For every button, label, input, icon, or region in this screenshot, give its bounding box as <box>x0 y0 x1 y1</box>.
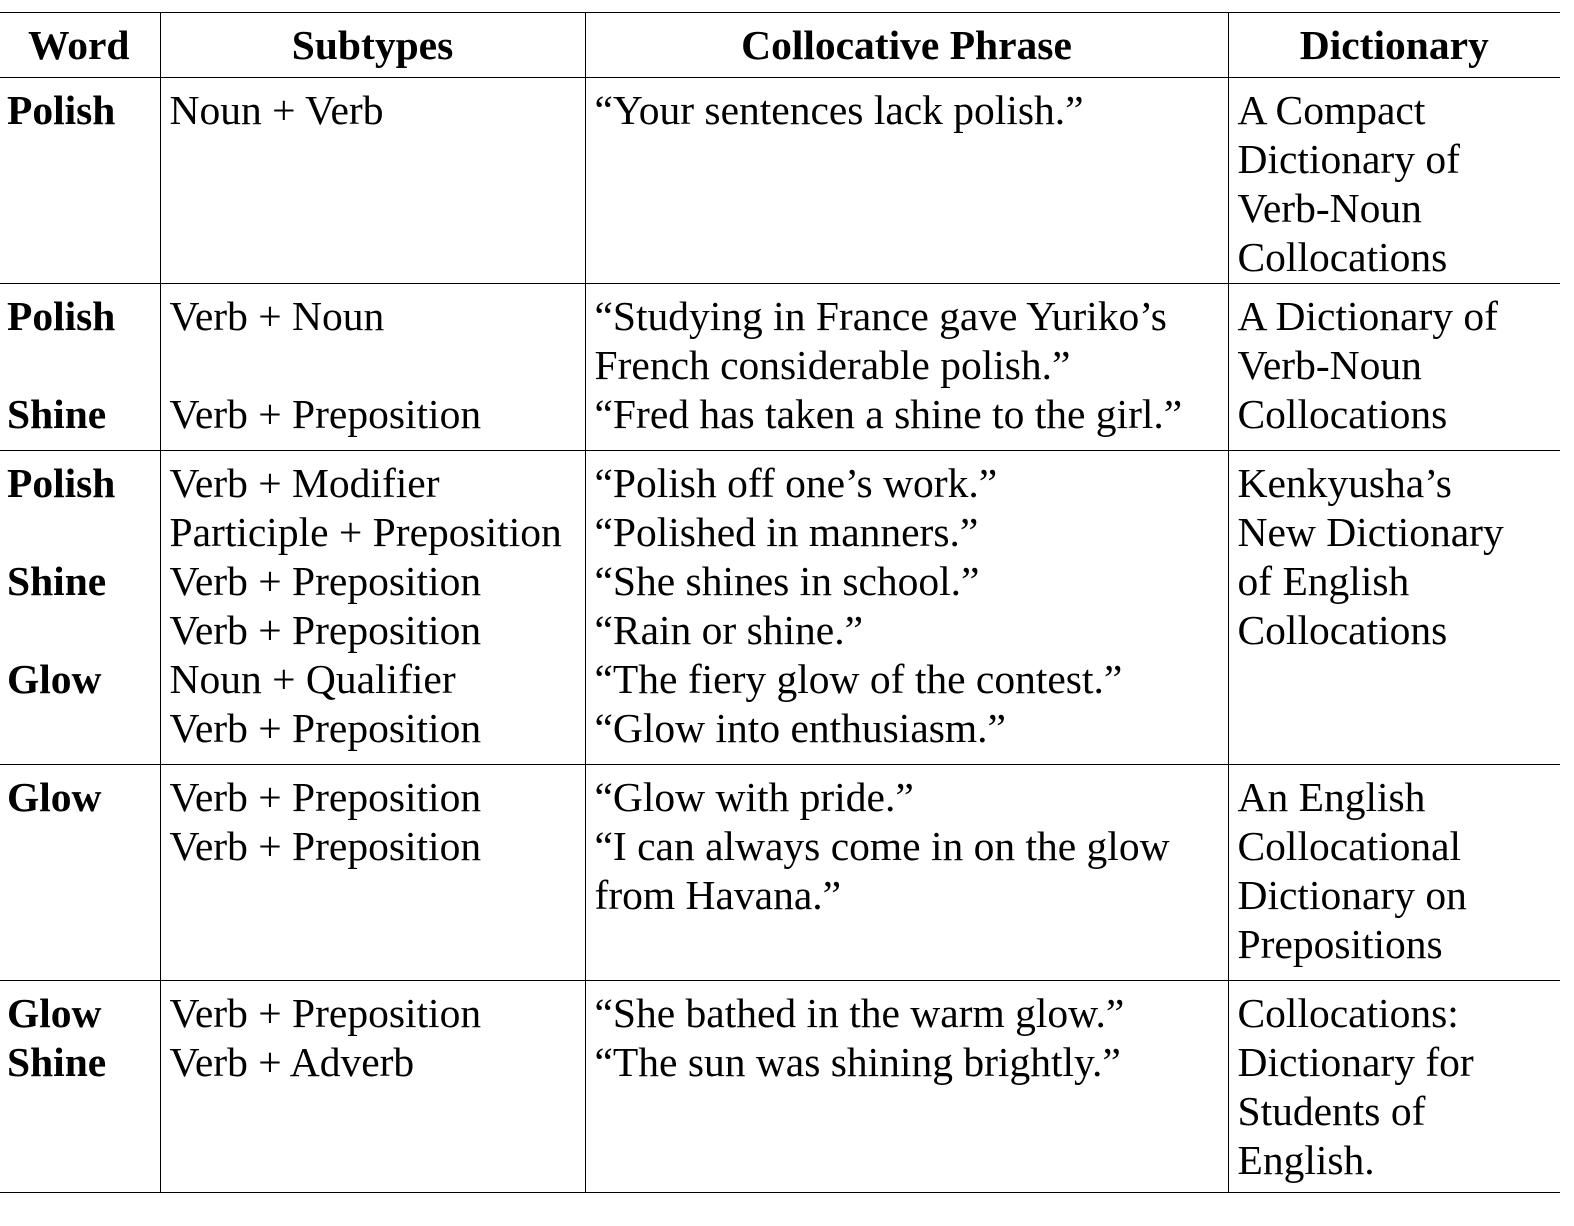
subtypes-line: Participle + Preposition <box>169 509 562 555</box>
table-row <box>0 981 1560 1193</box>
word-line: Glow <box>7 990 102 1036</box>
dictionary-cell <box>1228 284 1560 451</box>
phrase-line: “Studying in France gave Yuriko’s <box>594 293 1167 339</box>
phrase-cell <box>585 765 1228 981</box>
subtypes-line: Verb + Preposition <box>169 774 482 820</box>
word-cell <box>0 981 160 1193</box>
word-line: Shine <box>7 391 107 437</box>
phrase-line: “Rain or shine.” <box>594 607 864 653</box>
dictionary-line: Dictionary of <box>1237 136 1460 182</box>
subtypes-line: Verb + Preposition <box>169 607 482 653</box>
word-line: Glow <box>7 774 102 820</box>
dictionary-cell <box>1228 765 1560 981</box>
collocations-table <box>0 12 1560 1193</box>
dictionary-line: Verb-Noun <box>1237 342 1422 388</box>
word-line: Shine <box>7 1039 107 1085</box>
dictionary-line: Collocations: <box>1237 990 1459 1036</box>
phrase-line: “Fred has taken a shine to the girl.” <box>594 391 1183 437</box>
subtypes-line: Verb + Preposition <box>169 823 482 869</box>
dictionary-line: English. <box>1237 1137 1375 1183</box>
word-line <box>7 606 152 655</box>
dictionary-line: Prepositions <box>1237 921 1443 967</box>
subtypes-line: Verb + Adverb <box>169 1039 415 1085</box>
dictionary-line: A Compact <box>1237 87 1426 133</box>
subtypes-line: Verb + Noun <box>169 293 385 339</box>
phrase-line: “The fiery glow of the contest.” <box>594 656 1123 702</box>
dictionary-line: Collocations <box>1237 391 1448 437</box>
subtypes-cell <box>160 765 585 981</box>
word-line: Polish <box>7 87 116 133</box>
phrase-line: “She bathed in the warm glow.” <box>594 990 1125 1036</box>
dictionary-line: Verb-Noun <box>1237 185 1422 231</box>
dictionary-line: Students of <box>1237 1088 1426 1134</box>
header-dictionary: Dictionary <box>1228 13 1560 78</box>
word-cell <box>0 78 160 284</box>
word-cell <box>0 765 160 981</box>
subtypes-line <box>170 341 577 390</box>
phrase-line: “The sun was shining brightly.” <box>594 1039 1121 1085</box>
subtypes-line: Verb + Preposition <box>169 391 482 437</box>
subtypes-cell <box>160 981 585 1193</box>
word-line <box>7 508 152 557</box>
phrase-cell <box>585 78 1228 284</box>
subtypes-cell <box>160 284 585 451</box>
subtypes-cell <box>160 78 585 284</box>
phrase-cell <box>585 284 1228 451</box>
subtypes-line: Verb + Preposition <box>169 990 482 1036</box>
word-line <box>7 704 152 753</box>
phrase-line: “Polished in manners.” <box>594 509 979 555</box>
header-row <box>0 13 1560 78</box>
phrase-cell <box>585 981 1228 1193</box>
dictionary-line: Kenkyusha’s <box>1237 460 1452 506</box>
phrase-cell <box>585 451 1228 765</box>
table-row <box>0 451 1560 765</box>
table-row <box>0 765 1560 981</box>
subtypes-cell <box>160 451 585 765</box>
header-phrase: Collocative Phrase <box>585 13 1228 78</box>
phrase-line: from Havana.” <box>594 872 842 918</box>
header-subtypes: Subtypes <box>160 13 585 78</box>
phrase-line: “I can always come in on the glow <box>594 823 1170 869</box>
subtypes-line: Verb + Modifier <box>169 460 440 506</box>
phrase-line: “She shines in school.” <box>594 558 980 604</box>
dictionary-line: Dictionary on <box>1237 872 1467 918</box>
subtypes-line: Verb + Preposition <box>169 558 482 604</box>
word-line <box>7 341 152 390</box>
table-row <box>0 284 1560 451</box>
word-cell <box>0 284 160 451</box>
dictionary-line: Dictionary for <box>1237 1039 1474 1085</box>
dictionary-line: A Dictionary of <box>1237 293 1498 339</box>
word-line: Polish <box>7 460 116 506</box>
dictionary-cell <box>1228 981 1560 1193</box>
dictionary-line: New Dictionary <box>1237 509 1504 555</box>
header-word: Word <box>0 13 160 78</box>
dictionary-line: Collocations <box>1237 234 1448 280</box>
table-body <box>0 78 1560 1193</box>
dictionary-line: An English <box>1237 774 1426 820</box>
table-row <box>0 78 1560 284</box>
dictionary-line: Collocations <box>1237 607 1448 653</box>
word-cell <box>0 451 160 765</box>
phrase-line: “Polish off one’s work.” <box>594 460 998 506</box>
dictionary-cell <box>1228 451 1560 765</box>
phrase-line: “Your sentences lack polish.” <box>594 87 1084 133</box>
phrase-line: “Glow into enthusiasm.” <box>594 705 1006 751</box>
phrase-line: “Glow with pride.” <box>594 774 914 820</box>
subtypes-line: Verb + Preposition <box>169 705 482 751</box>
dictionary-cell <box>1228 78 1560 284</box>
subtypes-line: Noun + Qualifier <box>169 656 456 702</box>
word-line: Glow <box>7 656 102 702</box>
dictionary-line: Collocational <box>1237 823 1462 869</box>
word-line: Shine <box>7 558 107 604</box>
phrase-line: French considerable polish.” <box>594 342 1071 388</box>
subtypes-line: Noun + Verb <box>169 87 384 133</box>
dictionary-line: of English <box>1237 558 1410 604</box>
word-line: Polish <box>7 293 116 339</box>
